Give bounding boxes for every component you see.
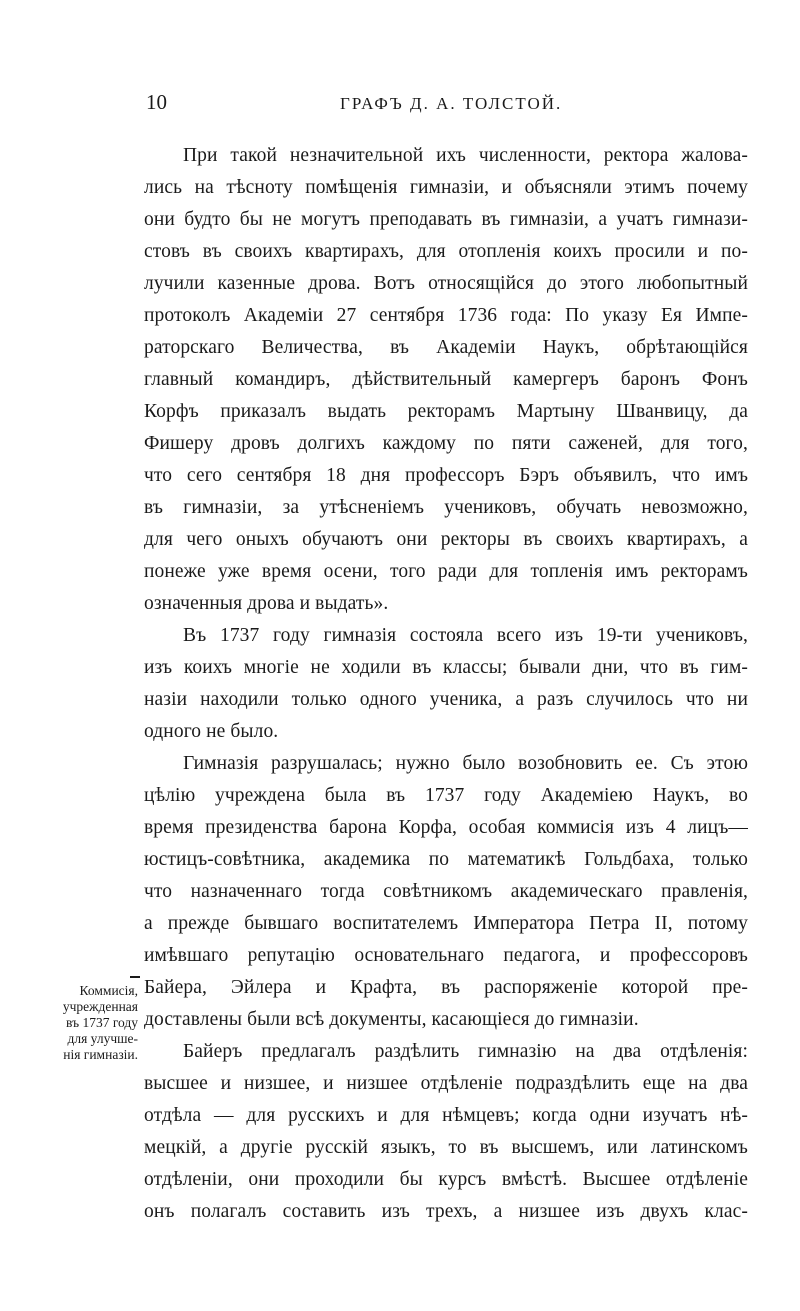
text-line: онъ полагалъ составить изъ трехъ, а низшее изъ двухъ клас- xyxy=(144,1201,748,1222)
text-line: а прежде бывшаго воспитателемъ Императора Петра II, потому xyxy=(144,913,748,934)
text-line: главный командиръ, дѣйствительный камергеръ баронъ Фонъ xyxy=(144,369,748,390)
text-line: имѣвшаго репутацію основательнаго педагога, и профессоровъ xyxy=(144,945,748,966)
text-line: Байеръ предлагалъ раздѣлить гимназію на два отдѣленія: xyxy=(183,1041,748,1062)
margin-note-line: учрежденная xyxy=(62,999,138,1014)
text-line: отдѣленіи, они проходили бы курсъ вмѣстѣ. Высшее отдѣленіе xyxy=(144,1169,748,1190)
text-line: раторскаго Величества, въ Академіи Наукъ, обрѣтающійся xyxy=(144,337,748,358)
page-number: 10 xyxy=(146,90,167,114)
text-line: время президенства барона Корфа, особая коммисія изъ 4 лицъ— xyxy=(144,817,748,838)
text-line: понеже уже время осени, того ради для топленія имъ ректорамъ xyxy=(144,561,748,582)
text-line: что назначеннаго тогда совѣтникомъ академическаго правленія, xyxy=(144,881,748,902)
text-line: Фишеру дровъ долгихъ каждому по пяти саженей, для того, xyxy=(144,433,748,454)
text-line: При такой незначительной ихъ численности, ректора жалова- xyxy=(183,145,748,166)
text-line: для чего оныхъ обучаютъ они ректоры въ своихъ квартирахъ, а xyxy=(144,529,748,550)
text-line: изъ коихъ многіе не ходили въ классы; бывали дни, что въ гим- xyxy=(144,657,748,678)
text-line: означенныя дрова и выдать». xyxy=(144,593,389,614)
margin-note xyxy=(22,983,138,1063)
text-line: Гимназія разрушалась; нужно было возобновить ее. Съ этою xyxy=(183,753,748,774)
text-line: что сего сентября 18 дня профессоръ Бэръ объявилъ, что имъ xyxy=(144,465,748,486)
text-line: они будто бы не могутъ преподавать въ гимназіи, а учатъ гимнази- xyxy=(144,209,748,230)
page-header xyxy=(0,90,800,120)
margin-note-line: въ 1737 году xyxy=(66,1015,138,1030)
text-line: Корфъ приказалъ выдать ректорамъ Мартыну Шванвицу, да xyxy=(144,401,748,422)
margin-dash xyxy=(130,976,140,978)
text-line: въ гимназіи, за утѣсненіемъ учениковъ, обучать невозможно, xyxy=(144,497,748,518)
text-line: высшее и низшее, и низшее отдѣленіе подраздѣлить еще на два xyxy=(144,1073,748,1094)
text-line: одного не было. xyxy=(144,721,279,742)
text-line: Въ 1737 году гимназія состояла всего изъ 19-ти учениковъ, xyxy=(183,625,748,646)
text-line: Байера, Эйлера и Крафта, въ распоряженіе которой пре- xyxy=(144,977,748,998)
text-line: цѣлію учреждена была въ 1737 году Академіею Наукъ, во xyxy=(144,785,748,806)
margin-note-line: нія гимназіи. xyxy=(63,1047,138,1062)
text-line: юстицъ-совѣтника, академика по математикѣ Гольдбаха, только xyxy=(144,849,748,870)
text-line: отдѣла — для русскихъ и для нѣмцевъ; когда одни изучатъ нѣ- xyxy=(144,1105,748,1126)
text-line: протоколъ Академіи 27 сентября 1736 года: По указу Ея Импе- xyxy=(144,305,748,326)
running-head: ГРАФЪ Д. А. ТОЛСТОЙ. xyxy=(340,94,563,113)
text-line: лись на тѣсноту помѣщенія гимназіи, и объясняли этимъ почему xyxy=(144,177,748,198)
text-line: мецкій, а другіе русскій языкъ, то въ высшемъ, или латинскомъ xyxy=(144,1137,748,1158)
margin-note-line: Коммисія, xyxy=(79,983,138,998)
margin-note-line: для улучше- xyxy=(67,1031,138,1046)
text-line: доставлены были всѣ документы, касающіеся до гимназіи. xyxy=(144,1009,639,1030)
text-line: лучили казенные дрова. Вотъ относящійся до этого любопытный xyxy=(144,273,748,294)
text-line: стовъ въ своихъ квартирахъ, для отопленія коихъ просили и по- xyxy=(144,241,748,262)
text-line: назіи находили только одного ученика, а разъ случилось что ни xyxy=(144,689,748,710)
